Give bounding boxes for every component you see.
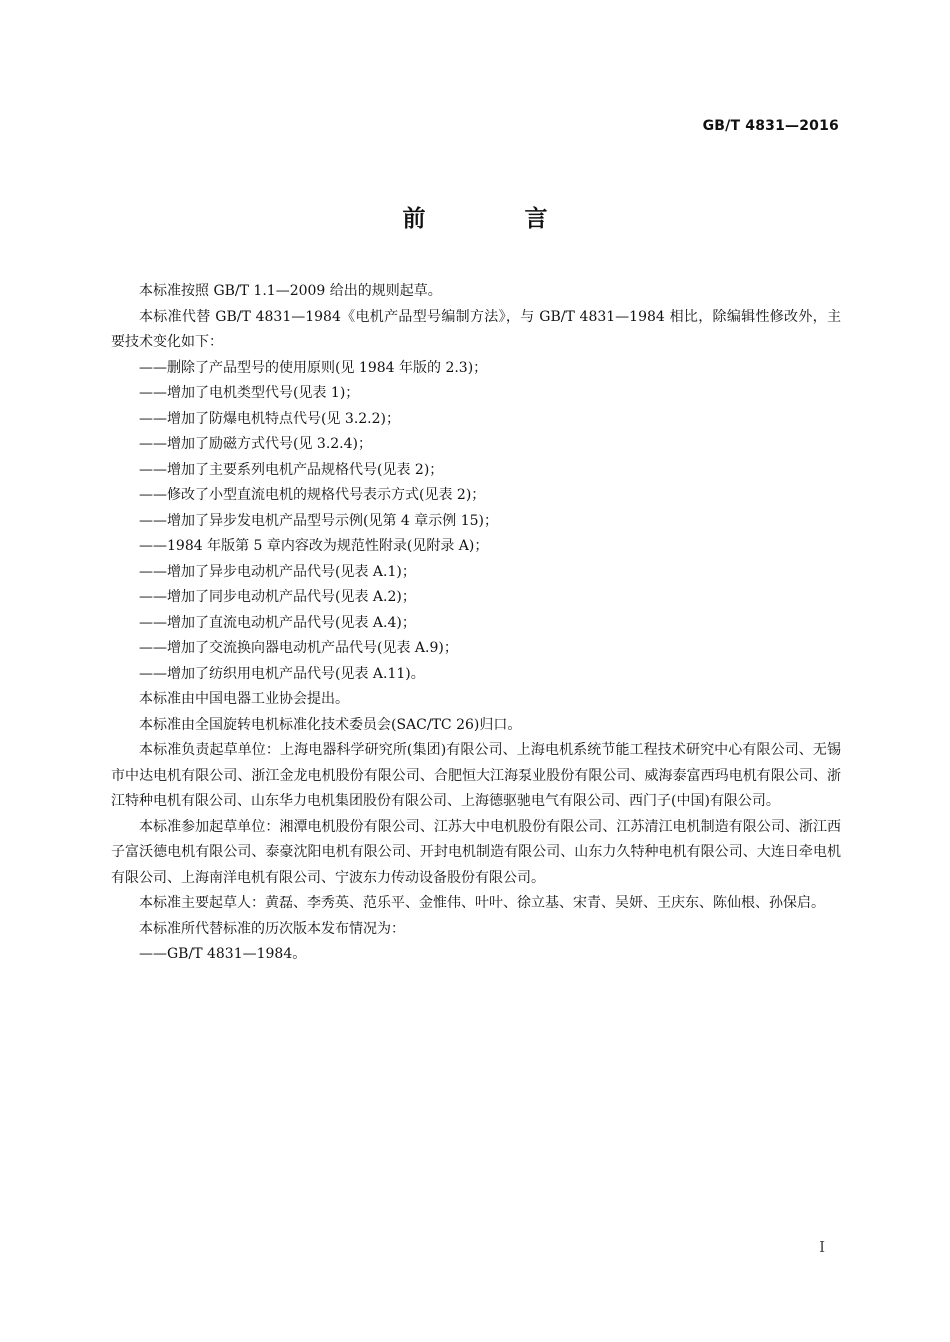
- paragraph-replacement: 本标准代替 GB/T 4831—1984《电机产品型号编制方法》，与 GB/T 4831—1984 相比，除编辑性修改外，主要技术变化如下：: [111, 308, 841, 350]
- standard-code-header: GB/T 4831—2016: [702, 118, 839, 134]
- paragraph-centralized-by: 本标准由全国旋转电机标准化技术委员会(SAC/TC 26)归口。: [139, 716, 522, 733]
- change-item: ——增加了励磁方式代号(见 3.2.4)；: [139, 436, 372, 452]
- change-item: ——增加了同步电动机产品代号(见表 A.2)；: [139, 589, 416, 605]
- change-item: ——删除了产品型号的使用原则(见 1984 年版的 2.3)；: [139, 359, 488, 376]
- change-item: ——修改了小型直流电机的规格代号表示方式(见表 2)；: [139, 487, 486, 503]
- change-item: ——1984 年版第 5 章内容改为规范性附录(见附录 A)；: [139, 538, 489, 554]
- paragraph-drafting-rules: 本标准按照 GB/T 1.1—2009 给出的规则起草。: [139, 283, 442, 299]
- change-item: ——增加了异步发电机产品型号示例(见第 4 章示例 15)；: [139, 512, 498, 529]
- paragraph-main-drafters: 本标准主要起草人：黄磊、李秀英、范乐平、金惟伟、叶叶、徐立基、宋青、吴妍、王庆东、陈仙根、孙保启。: [139, 895, 825, 911]
- page-number: I: [819, 1238, 825, 1256]
- paragraph-proposer: 本标准由中国电器工业协会提出。: [139, 691, 349, 707]
- change-item: ——增加了直流电动机产品代号(见表 A.4)；: [139, 614, 416, 631]
- change-item: ——增加了主要系列电机产品规格代号(见表 2)；: [139, 461, 444, 478]
- change-item: ——增加了电机类型代号(见表 1)；: [139, 385, 360, 401]
- change-item: ——增加了交流换向器电动机产品代号(见表 A.9)；: [139, 640, 458, 656]
- change-item: ——增加了异步电动机产品代号(见表 A.1)；: [139, 563, 416, 580]
- paragraph-lead-drafting-units: 本标准负责起草单位：上海电器科学研究所(集团)有限公司、上海电机系统节能工程技术研究中心有限公司、无锡市中达电机有限公司、浙江金龙电机股份有限公司、合肥恒大江海泵业股份有限公司、威海泰富西玛电机有限公司、浙江特种电机有限公司、山东华力电机集团股份有限公司、上海德驱驰电气有限公司、西门子(中国)有限公司。: [111, 742, 841, 809]
- page-title: 前 言: [402, 206, 586, 232]
- change-item: ——增加了纺织用电机产品代号(见表 A.11)。: [139, 665, 425, 682]
- version-history-item: ——GB/T 4831—1984。: [139, 946, 307, 962]
- paragraph-version-history: 本标准所代替标准的历次版本发布情况为：: [139, 920, 405, 937]
- change-item: ——增加了防爆电机特点代号(见 3.2.2)；: [139, 410, 400, 427]
- paragraph-participating-units: 本标准参加起草单位：湘潭电机股份有限公司、江苏大中电机股份有限公司、江苏清江电机制造有限公司、浙江西子富沃德电机有限公司、泰豪沈阳电机有限公司、开封电机制造有限公司、山东力久特种电机有限公司、大连日牵电机有限公司、上海南洋电机有限公司、宁波东力传动设备股份有限公司。: [111, 818, 841, 886]
- document-body: [111, 279, 841, 968]
